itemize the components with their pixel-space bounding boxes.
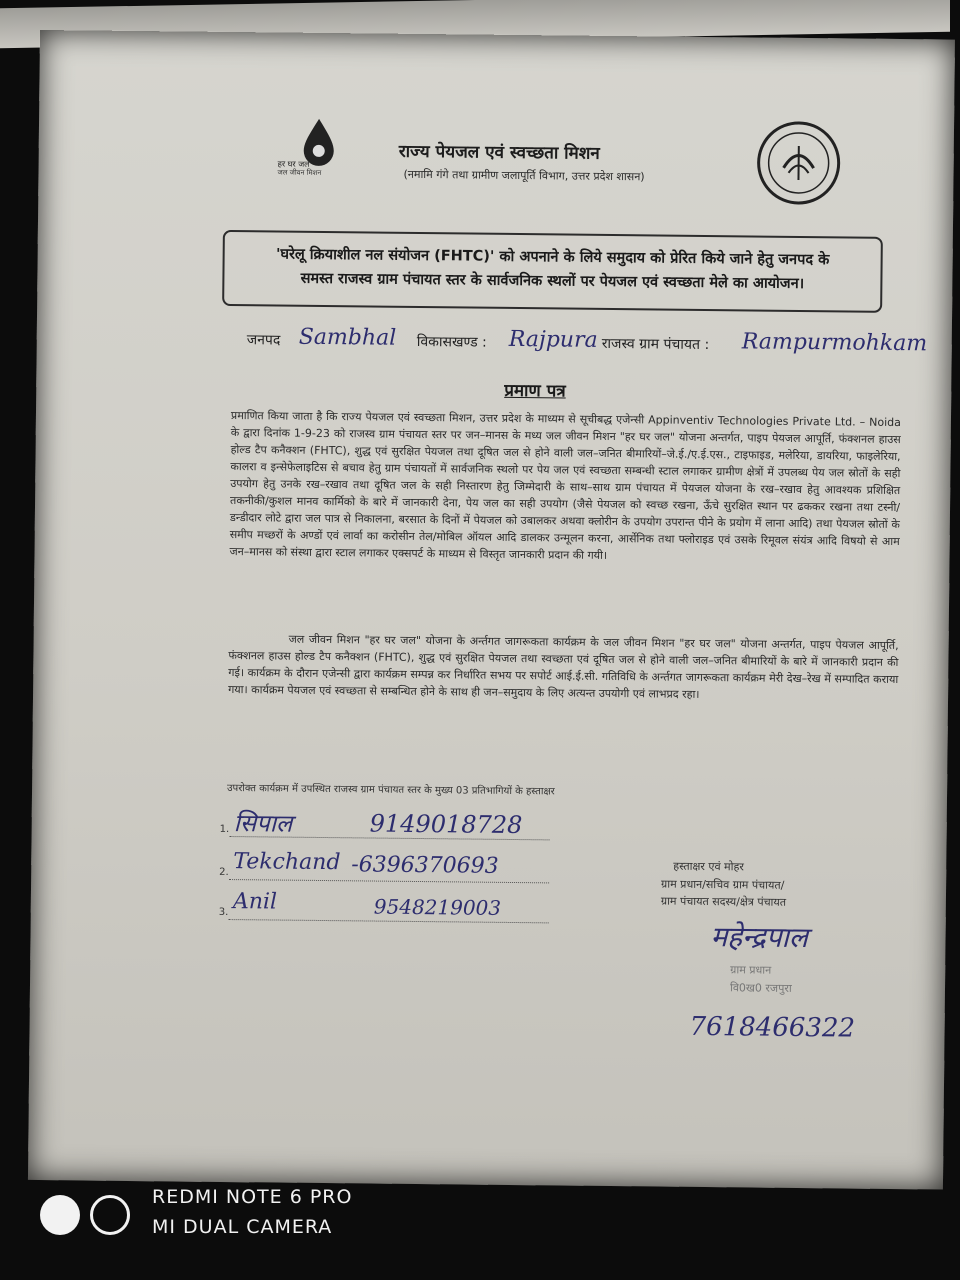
attendee-phone: -6396370693 xyxy=(351,852,499,879)
block-value: Rajpura xyxy=(508,326,598,353)
attendee-row xyxy=(219,804,559,848)
attendees-intro: उपरोक्त कार्यक्रम में उपस्थित राजस्व ग्राम पंचायत स्तर के मुख्य 03 प्रतिभागियों के हस्ताक्षर xyxy=(227,783,555,798)
logo-subcaption: जल जीवन मिशन xyxy=(277,168,322,177)
mission-subtitle: (नमामि गंगे तथा ग्रामीण जलापूर्ति विभाग, उत्तर प्रदेश शासन) xyxy=(403,167,645,184)
district-value: Sambhal xyxy=(298,324,397,351)
block-label: विकासखण्ड : xyxy=(416,333,487,351)
attendee-number: 1. xyxy=(219,823,230,836)
up-government-seal xyxy=(753,117,844,208)
banner-line-1: 'घरेलू क्रियाशील नल संयोजन (FHTC)' को अपनाने के लिये समुदाय को प्रेरित किये जाने हेतु जनपद के xyxy=(275,246,830,269)
district-label: जनपद xyxy=(246,332,281,349)
pradhan-phone: 7618466322 xyxy=(689,1011,856,1044)
camera-dot-icon xyxy=(40,1195,80,1235)
stamp-text-1: ग्राम प्रधान xyxy=(730,963,772,977)
logo-caption: हर घर जल xyxy=(277,159,310,169)
mission-title: राज्य पेयजल एवं स्वच्छता मिशन xyxy=(398,141,600,164)
certificate-heading: प्रमाण पत्र xyxy=(504,380,566,402)
camera-ring-icon xyxy=(90,1195,130,1235)
certificate-paragraph-2: जल जीवन मिशन "हर घर जल" योजना के अर्न्तगत जागरूकता कार्यक्रम के जल जीवन मिशन "हर घर जल" योजना अन्तर्गत, पाइप पेयजल आपूर्ति, फंक्शनल हाउस होल्ड टैप कनैक्शन (FHTC), शुद्ध एवं सुरक्षित पेयजल तथा स्वच्छता एवं दूषित जल से होने वाली जल–जनित बीमारियों के बारे में जानकारी प्रदान की गई। कार्यक्रम के दौरान एजेन्सी द्वारा कार्यक्रम सम्पन्न कर निर्धारित सभय पर सपोर्ट आई.ई.सी. गतिविधि के अर्न्तगत जागरूकता कार्यक्रम मेरी देख–रेख में सम्पादित कराया गया। कार्यक्रम पेयजल एवं स्वच्छता से सम्बन्धित होने के साथ ही जन–समुदाय के लिए अत्यन्त उपयोगी एवं लाभप्रद रहा। xyxy=(228,632,899,701)
attendee-phone: 9548219003 xyxy=(373,894,502,920)
signatory-role-2: ग्राम पंचायत सदस्य/क्षेत्र पंचायत xyxy=(660,894,787,909)
certificate-paragraph-1: प्रमाणित किया जाता है कि राज्य पेयजल एवं स्वच्छता मिशन, उत्तर प्रदेश के माध्यम से सूचीबद्ध एजेन्सी Appinventiv Technologies Private Ltd. – Noida के द्वारा दिनांक 1-9-23 को राजस्व ग्राम पंचायत स्तर पर जन–मानस के मध्य जल जीवन मिशन "हर घर जल" योजना अन्तर्गत, पाइप पेयजल आपूर्ति, फंक्शनल हाउस होल्ड टैप कनैक्शन (FHTC), शुद्ध एवं सुरक्षित पेयजल तथा दूषित जल से होने वाली जल–जनित बीमारियों–जे.ई./ए.ई.एस., टाइफाइड, मलेरिया, डायरिया, फाइलेरिया, कालरा व इन्सेफेलाइटिस से बचाव हेतु ग्राम पंचायतों में सार्वजनिक स्थलो पर पेय जल एवं स्वच्छता सम्बन्धी स्टाल लगाकर ग्रामीण क्षेत्रों में उपलब्ध पेय जल स्रोतों के सही उपयोग हेतु उनके रख–रखाव तथा दूषित जल के सही निस्तारण हेतु जिम्मेदारी के साथ–साथ ग्राम पंचायत में पेयजल योजना के रख–रखाव हेतु आवश्यक प्रशिक्षित तकनीकी/कुशल मानव कार्मिको के बारे में जानकारी देना, पेय जल का सही उपयोग (जैसे पेयजल को स्वच्छ रखना, ऊँचे सुरक्षित स्थान पर ढककर रखना तथा टस्नी/डन्डीदार लोटे द्वारा जल पात्र से निकालना, बरसात के दिनों में पेयजल को उबालकर अथवा क्लोरीन के उपयोग उपरान्त पीने के प्रयोग में लाना आदि) तथा पेयजल स्रोतों के समीप मच्छरों के अण्डों एवं लार्वा का करोसीन तेल/मोबिल ऑयल आदि डालकर उन्मूलन करना, आर्सेनिक तथा फ्लोराइड एवं उसके रिमूवल संयंत्र आदि विषयो से आम जन–मानस को संस्था द्वारा स्टाल लगाकर एक्सपर्ट के माध्यम से विस्तृत जानकारी प्रदान की गयी। xyxy=(229,409,902,562)
attendee-row xyxy=(219,887,559,931)
signatory-role-1: ग्राम प्रधान/सचिव ग्राम पंचायत/ xyxy=(661,877,785,892)
camera-model-label: REDMI NOTE 6 PRO xyxy=(152,1186,353,1208)
document-page xyxy=(28,30,955,1190)
location-row xyxy=(227,324,960,372)
camera-type-label: MI DUAL CAMERA xyxy=(152,1216,333,1238)
signatory-caption: हस्ताक्षर एवं मोहर xyxy=(673,859,744,874)
attendee-number: 2. xyxy=(219,866,229,879)
program-banner xyxy=(222,230,883,313)
attendee-signature: सिपाल xyxy=(233,809,293,838)
attendee-signature: Tekchand xyxy=(233,849,341,876)
stamp-text-2: वि0ख0 रजपुरा xyxy=(729,981,792,995)
panchayat-value: Rampurmohkam xyxy=(741,329,928,357)
har-ghar-jal-logo xyxy=(277,113,354,184)
signature-line xyxy=(229,879,549,883)
pradhan-signature: महेन्द्रपाल xyxy=(710,920,808,955)
attendee-signature: Anil xyxy=(232,889,278,915)
attendee-number: 3. xyxy=(218,906,229,919)
attendee-phone: 9149018728 xyxy=(369,809,523,840)
panchayat-label: राजस्व ग्राम पंचायत : xyxy=(601,335,710,354)
banner-line-2: समस्त राजस्व ग्राम पंचायत स्तर के सार्वजनिक स्थलों पर पेयजल एवं स्वच्छता मेले का आयोजन। xyxy=(300,270,805,293)
attendee-row xyxy=(219,847,559,891)
